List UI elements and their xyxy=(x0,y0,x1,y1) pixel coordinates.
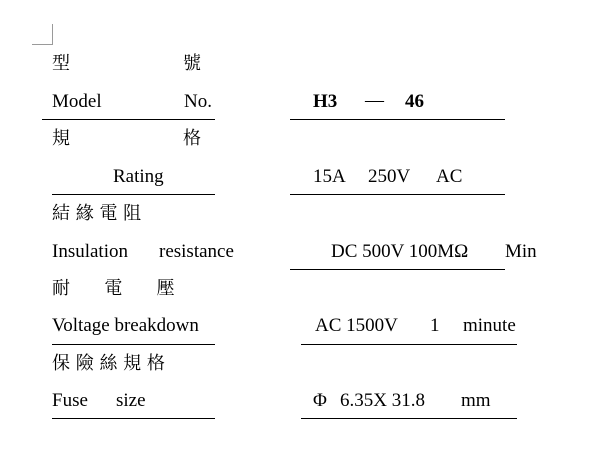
fuse-label-zh: 保 險 絲 規 格 xyxy=(52,353,165,374)
rating-label-zh-2: 格 xyxy=(183,128,201,149)
voltage-breakdown-value-unit: minute xyxy=(463,315,516,336)
insulation-value-suffix: Min xyxy=(505,241,537,262)
fuse-value-dims: 6.35X 31.8 xyxy=(340,390,425,411)
fuse-value-underline xyxy=(301,418,517,419)
insulation-label-zh: 結 緣 電 阻 xyxy=(52,203,142,224)
voltage-breakdown-value-number: 1 xyxy=(430,315,440,336)
fuse-value-symbol: Φ xyxy=(313,390,327,411)
voltage-breakdown-value-voltage: AC 1500V xyxy=(315,315,398,336)
rating-value-current: 15A xyxy=(313,166,346,187)
page-corner-mark xyxy=(32,24,53,45)
model-value-underline xyxy=(290,119,505,120)
rating-label-en: Rating xyxy=(113,166,164,187)
fuse-label-en-1: Fuse xyxy=(52,390,88,411)
model-label-en-2: No. xyxy=(184,91,212,112)
voltage-breakdown-label-en: Voltage breakdown xyxy=(52,315,199,336)
insulation-value: DC 500V 100MΩ xyxy=(331,241,469,262)
rating-label-zh-1: 規 xyxy=(52,128,70,149)
rating-value-type: AC xyxy=(436,166,463,187)
rating-value-voltage: 250V xyxy=(368,166,411,187)
model-label-zh-2: 號 xyxy=(183,53,201,74)
model-value-dash: — xyxy=(365,90,384,111)
model-label-underline xyxy=(42,119,215,120)
voltage-breakdown-value-underline xyxy=(301,344,517,345)
insulation-value-underline xyxy=(290,269,505,270)
model-value-part-2: 46 xyxy=(405,91,424,112)
model-label-zh-1: 型 xyxy=(52,53,70,74)
fuse-label-en-2: size xyxy=(116,390,146,411)
fuse-value-unit: mm xyxy=(461,390,491,411)
model-label-en-1: Model xyxy=(52,91,102,112)
rating-label-underline xyxy=(52,194,215,195)
insulation-label-en-1: Insulation xyxy=(52,241,128,262)
insulation-label-en-2: resistance xyxy=(159,241,234,262)
voltage-breakdown-label-zh: 耐 電 壓 xyxy=(52,278,175,299)
voltage-breakdown-label-underline xyxy=(52,344,215,345)
model-value-part-1: H3 xyxy=(313,91,338,112)
fuse-label-underline xyxy=(52,418,215,419)
rating-value-underline xyxy=(290,194,505,195)
